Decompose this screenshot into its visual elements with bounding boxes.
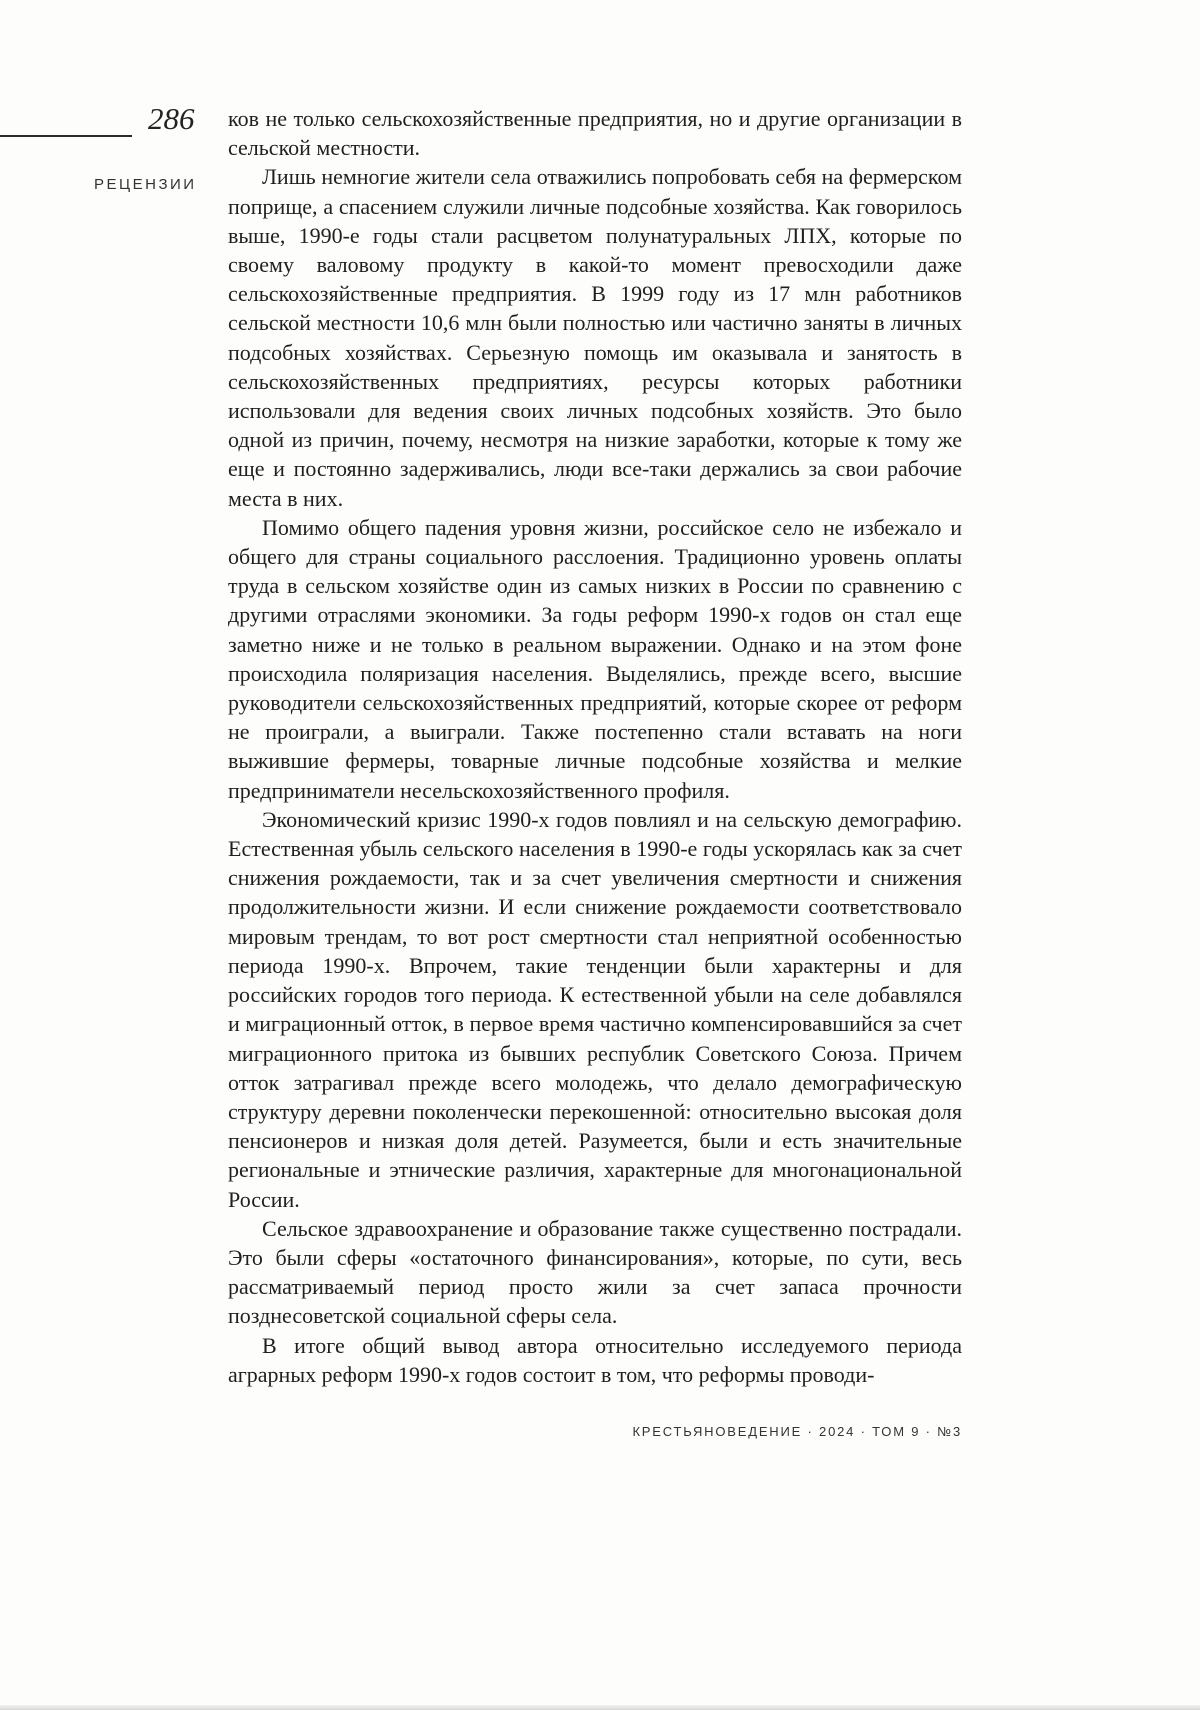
paragraph: Помимо общего падения уровня жизни, российское село не избежало и общего для страны социального расслоения. Традиционно уровень оплаты труда в сельском хозяйстве один из самых низких в России по сравнению с другими отраслями экономики. За годы реформ 1990-х годов он стал еще заметно ниже и не только в реальном выражении. Однако и на этом фоне происходила поляризация населения. Выделялись, прежде всего, высшие руководители сельскохозяйственных предприятий, которые скорее от реформ не проиграли, а выиграли. Также постепенно стали вставать на ноги выжившие фермеры, товарные личные подсобные хозяйства и мелкие предприниматели несельскохозяйственного профиля. (228, 514, 962, 803)
running-footer: КРЕСТЬЯНОВЕДЕНИЕ · 2024 · ТОМ 9 · №3 (632, 1424, 962, 1439)
paragraph: В итоге общий вывод автора относительно исследуемого периода аграрных реформ 1990-х годов состоит в том, что реформы проводи- (228, 1332, 962, 1387)
paragraph: Сельское здравоохранение и образование также существенно пострадали. Это были сферы «остаточного финансирования», которые, по сути, весь рассматриваемый период просто жили за счет запаса прочности позднесоветской социальной сферы села. (228, 1215, 962, 1329)
page-bottom-edge (0, 1705, 1200, 1710)
paragraph: Экономический кризис 1990-х годов повлиял и на сельскую демографию. Естественная убыль сельского населения в 1990-е годы ускорялась как за счет снижения рождаемости, так и за счет увеличения смертности и снижения продолжительности жизни. И если снижение рождаемости соответствовало мировым трендам, то вот рост смертности стал неприятной особенностью периода 1990-х. Впрочем, такие тенденции были характерны и для российских городов того периода. К естественной убыли на селе добавлялся и миграционный отток, в первое время частично компенсировавшийся за счет миграционного притока из бывших республик Советского Союза. Причем отток затрагивал прежде всего молодежь, что делало демографическую структуру деревни поколенчески перекошенной: относительно высокая доля пенсионеров и низкая доля детей. Разумеется, были и есть значительные региональные и этнические различия, характерные для многонациональной России. (228, 806, 962, 1212)
paragraph: ков не только сельскохозяйственные предприятия, но и другие организации в сельской местности. (228, 106, 962, 161)
text-column (228, 104, 962, 1389)
paragraph: Лишь немногие жители села отважились попробовать себя на фермерском поприще, а спасением служили личные подсобные хозяйства. Как говорилось выше, 1990-е годы стали расцветом полунатуральных ЛПХ, которые по своему валовому продукту в какой-то момент превосходили даже сельскохозяйственные предприятия. В 1999 году из 17 млн работников сельской местности 10,6 млн были полностью или частично заняты в личных подсобных хозяйствах. Серьезную помощь им оказывала и занятость в сельскохозяйственных предприятиях, ресурсы которых работники использовали для ведения своих личных подсобных хозяйств. Это было одной из причин, почему, несмотря на низкие заработки, которые к тому же еще и постоянно задерживались, люди все-таки держались за свои рабочие места в них. (228, 164, 962, 511)
page-number: 286 (148, 101, 195, 136)
margin-rule (0, 135, 132, 137)
section-label: РЕЦЕНЗИИ (94, 176, 197, 193)
